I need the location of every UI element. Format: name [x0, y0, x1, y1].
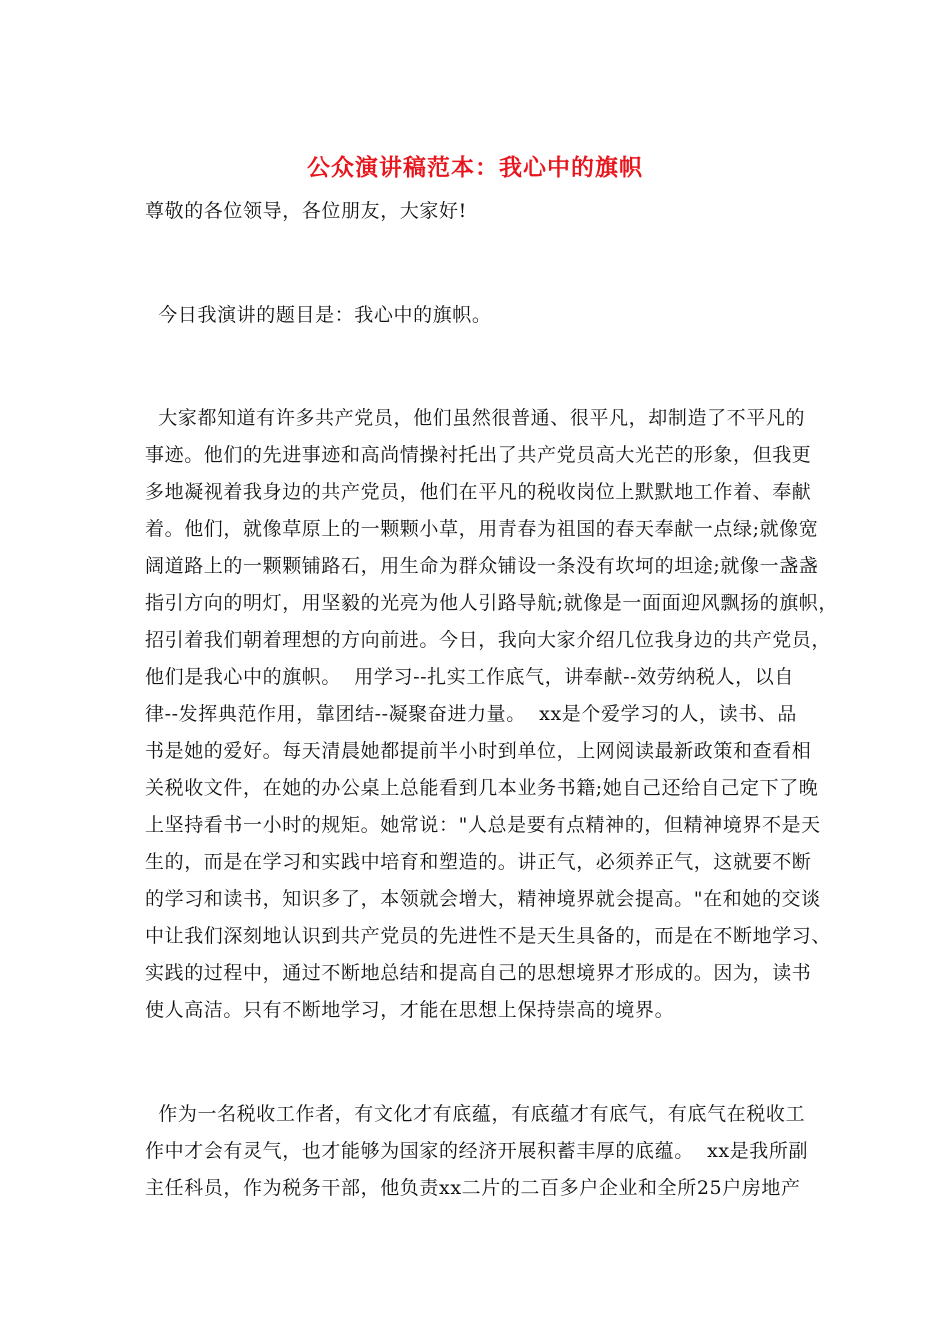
paragraph1-line: 上坚持看书一小时的规矩。她常说："人总是要有点精神的，但精神境界不是天	[145, 814, 821, 836]
paragraph1-line: 生的，而是在学习和实践中培育和塑造的。讲正气，必须养正气，这就要不断	[145, 851, 812, 873]
paragraph2-line: 作中才会有灵气，也才能够为国家的经济开展积蓄丰厚的底蕴。 xx是我所副	[145, 1140, 809, 1162]
paragraph1-line: 指引方向的明灯，用坚毅的光亮为他人引路导航;就像是一面面迎风飘扬的旗帜，	[145, 592, 839, 614]
paragraph2-line: 作为一名税收工作者，有文化才有底蕴，有底蕴才有底气，有底气在税收工	[145, 1103, 806, 1125]
paragraph1-line: 关税收文件，在她的办公桌上总能看到几本业务书籍;她自己还给自己定下了晚	[145, 777, 819, 799]
paragraph1-line: 他们是我心中的旗帜。 用学习--扎实工作底气，讲奉献--效劳纳税人，以自	[145, 666, 794, 688]
paragraph1-line: 多地凝视着我身边的共产党员，他们在平凡的税收岗位上默默地工作着、奉献	[145, 481, 812, 503]
greeting-line: 尊敬的各位领导，各位朋友，大家好!	[145, 200, 467, 222]
paragraph1-line: 律--发挥典范作用，靠团结--凝聚奋进力量。 xx是个爱学习的人，读书、品	[145, 703, 797, 725]
paragraph1-line: 的学习和读书，知识多了，本领就会增大，精神境界就会提高。"在和她的交谈	[145, 888, 821, 910]
paragraph1-line: 书是她的爱好。每天清晨她都提前半小时到单位，上网阅读最新政策和查看相	[145, 740, 812, 762]
paragraph2-line: 主任科员，作为税务干部，他负责xx二片的二百多户企业和全所25户房地产	[145, 1177, 801, 1199]
paragraph1-line: 使人高洁。只有不断地学习，才能在思想上保持崇高的境界。	[145, 999, 675, 1021]
paragraph1-line: 事迹。他们的先进事迹和高尚情操衬托出了共产党员高大光芒的形象，但我更	[145, 444, 812, 466]
paragraph1-line: 中让我们深刻地认识到共产党员的先进性不是天生具备的，而是在不断地学习、	[145, 925, 832, 947]
paragraph1-line: 实践的过程中，通过不断地总结和提高自己的思想境界才形成的。因为，读书	[145, 962, 812, 984]
document-title: 公众演讲稿范本：我心中的旗帜	[307, 154, 643, 181]
paragraph1-line: 大家都知道有许多共产党员，他们虽然很普通、很平凡，却制造了不平凡的	[145, 407, 806, 429]
paragraph1-line: 阔道路上的一颗颗铺路石，用生命为群众铺设一条没有坎坷的坦途;就像一盏盏	[145, 555, 819, 577]
paragraph1-line: 招引着我们朝着理想的方向前进。今日，我向大家介绍几位我身边的共产党员，	[145, 629, 832, 651]
intro-line: 今日我演讲的题目是：我心中的旗帜。	[145, 304, 492, 326]
paragraph1-line: 着。他们，就像草原上的一颗颗小草，用青春为祖国的春天奉献一点绿;就像宽	[145, 518, 819, 540]
